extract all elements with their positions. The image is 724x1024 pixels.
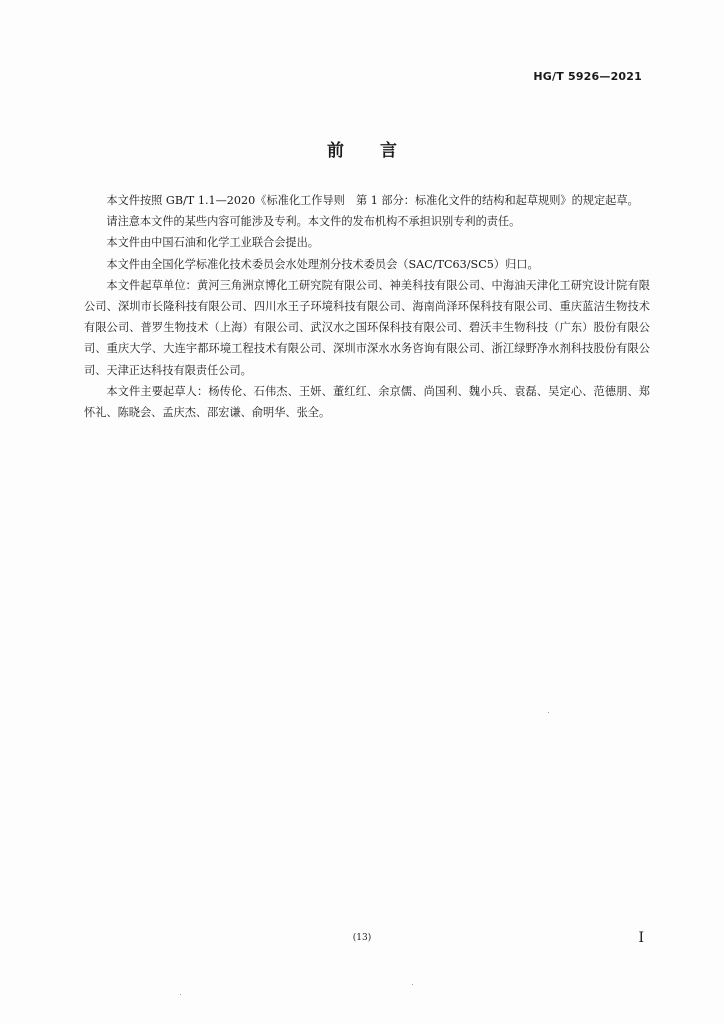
scan-speck: [412, 984, 413, 985]
scan-speck: [180, 994, 181, 995]
standard-code: HG/T 5926—2021: [533, 70, 642, 83]
paragraph-main-drafters: 本文件主要起草人：杨传伦、石伟杰、王妍、董红红、余京儒、尚国利、魏小兵、袁磊、吴定心、范德朋、郑怀礼、陈晓会、孟庆杰、邵宏谦、俞明华、张全。: [84, 384, 650, 420]
paragraph-centralized-unit: 本文件由全国化学标准化技术委员会水处理剂分技术委员会（SAC/TC63/SC5）归口。: [106, 257, 539, 271]
scan-speck: [548, 712, 549, 713]
roman-page-number: I: [638, 930, 644, 946]
section-title: 前言: [327, 141, 433, 161]
paragraph-proposer: 本文件由中国石油和化学工业联合会提出。: [106, 236, 319, 250]
paragraph-drafting-units: 本文件起草单位：黄河三角洲京博化工研究院有限公司、神美科技有限公司、中海油天津化工研究设计院有限公司、深圳市长隆科技有限公司、四川水王子环境科技有限公司、海南尚泽环保科技有限公司、重庆蓝洁生物技术有限公司、普罗生物技术（上海）有限公司、武汉水之国环保科技有限公司、碧沃丰生物科技（广东）股份有限公司、重庆大学、大连宇都环境工程技术有限公司、深圳市深水水务咨询有限公司、浙江绿野净水剂科技股份有限公司、天津正达科技有限责任公司。: [84, 278, 650, 377]
page-number: (13): [352, 933, 372, 943]
paragraph-patent-notice: 请注意本文件的某些内容可能涉及专利。本文件的发布机构不承担识别专利的责任。: [106, 215, 521, 229]
foreword-body: [84, 190, 650, 423]
paragraph-drafting-rules: 本文件按照 GB/T 1.1—2020《标准化工作导则 第 1 部分：标准化文件的结构和起草规则》的规定起草。: [106, 194, 639, 207]
